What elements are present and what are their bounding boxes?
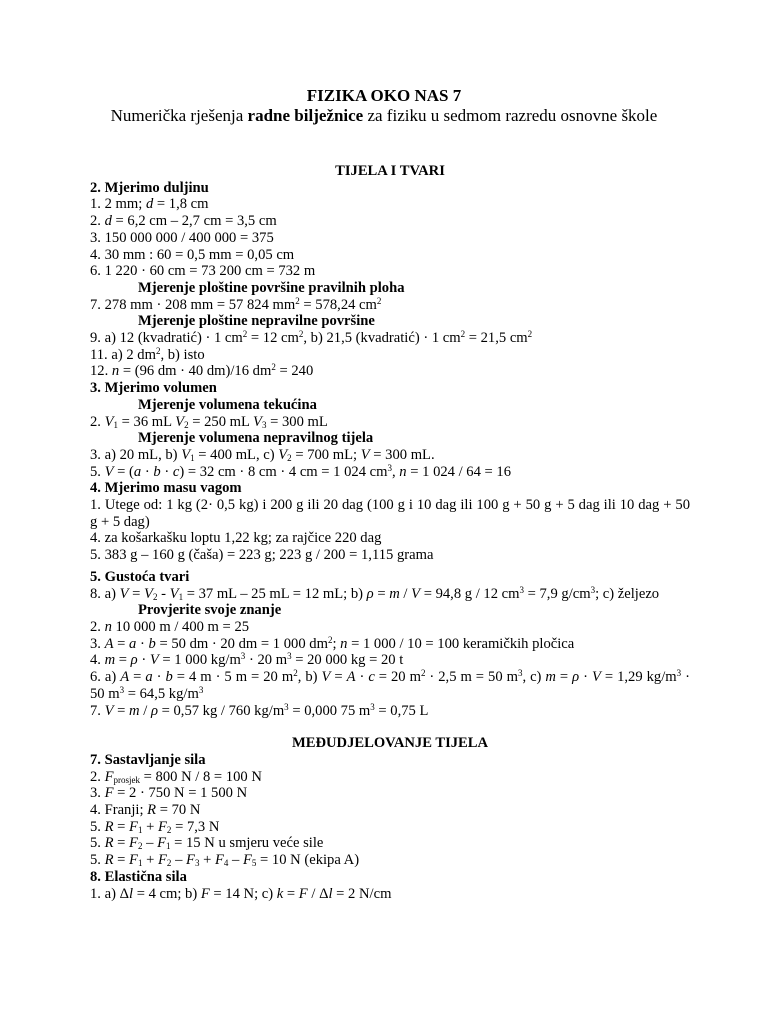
section-heading-5: 5. Gustoća tvari [90, 568, 190, 585]
answer-line: 11. a) 2 $dm^2$, b) isto [90, 345, 205, 363]
document-title: FIZIKA OKO NAS 7 [306, 86, 462, 105]
subsection-heading: Mjerenje volumena tekućina [138, 396, 317, 413]
answer-line: 5. $R = F_2 - F_1 = 15$ N u smjeru veće sile [90, 835, 324, 852]
document-subtitle [0, 106, 768, 126]
section-heading-3: 3. Mjerimo volumen [90, 380, 217, 397]
answer-line: 7. 278 mm · 208 mm = 57 824 $mm^2 = 578,24$ $cm^2$ [90, 295, 382, 313]
section-heading-4: 4. Mjerimo masu vagom [90, 480, 242, 497]
answer-line: 1. a) Δl = 4 cm; b) F = 14 N; c) k = F / Δl = 2 N/cm [90, 885, 392, 902]
answer-line: 3. A = a · b = 50 dm · 20 dm = 1 000 $dm^2$; n = 1 000 / 10 = 100 keramičkih pločica [90, 634, 575, 652]
section-heading-7: 7. Sastavljanje sila [90, 751, 206, 768]
answer-line: 8. a) $V = V_2 - V_1 = 37$ mL – 25 mL = 12 mL; b) ρ = m / V = 94,8 g / 12 $cm^3 = 7,9$ $g/cm^3$; c) željezo [90, 584, 660, 602]
answer-line: 4. m = ρ · V = 1 000 $kg/m^3 \cdot 20$ $m^3 = 20$ 000 kg = 20 t [90, 651, 404, 669]
subtitle-bold-text: radne bilježnice [247, 106, 364, 125]
answer-line: 3. F = 2 · 750 N = 1 500 N [90, 785, 248, 802]
answer-line: 1. Utege od: 1 kg (2· 0,5 kg) i 200 g ili 20 dag (100 g i 10 dag ili 100 g + 50 g + 5 dag ili 10 dag + 50 g + 5 dag) [90, 497, 690, 530]
answer-line: 2. $V_1 = 36$ mL $V_2 = 250$ mL $V_3 = 300$ mL [90, 413, 328, 430]
answer-line: 2. $F_{prosjek} = 800$ N / 8 = 100 N [90, 768, 262, 785]
answer-line: 9. a) 12 (kvadratić) · 1 $cm^2 = 12$ $cm^2$, b) 21,5 (kvadratić) · 1 $cm^2 = 21,5$ $cm^2$ [90, 329, 533, 347]
answer-line: 5. $R = F_1 + F_2 = 7,3$ N [90, 818, 220, 835]
subsection-heading: Mjerenje ploštine nepravilne površine [138, 313, 375, 330]
solutions-content [90, 163, 690, 902]
part-heading-medudjelovanje-tijela: MEĐUDJELOVANJE TIJELA [291, 735, 489, 752]
answer-line: 2. d = 6,2 cm – 2,7 cm = 3,5 cm [90, 213, 277, 230]
section-heading-8: 8. Elastična sila [90, 868, 187, 885]
section-heading-2: 2. Mjerimo duljinu [90, 179, 209, 196]
answer-line: 7. V = m / ρ = 0,57 kg / 760 $kg/m^3 = 0,000$ 75 $m^3 = 0,75$ L [90, 701, 429, 719]
answer-line: 4. za košarkašku loptu 1,22 kg; za rajčice 220 dag [90, 530, 382, 547]
answer-line: 1. 2 mm; d = 1,8 cm [90, 196, 209, 213]
subtitle-text-end: za fiziku u sedmom razredu osnovne škole [363, 106, 658, 125]
answer-line: 5. $R = F_1 + F_2 - F_3 + F_4 - F_5 = 10$ N (ekipa A) [90, 852, 360, 869]
part-heading-tijela-i-tvari: TIJELA I TVARI [335, 163, 445, 179]
answer-line: 6. a) A = a · b = 4 m · 5 m = 20 $m^2$, b) V = A · c = 20 $m^2 \cdot 2,5$ m = 50 $m^3$, c) m = ρ · V = 1,29 $kg/m^3 \cdot 50$ $m^3 = 64,5$ $kg/m^3$ [90, 668, 690, 702]
answer-line: 6. 1 220 · 60 cm = 73 200 cm = 732 m [90, 263, 316, 280]
subsection-heading: Mjerenje ploštine površine pravilnih ploha [138, 279, 405, 296]
answer-line: 12. n = (96 dm · 40 dm)/16 $dm^2 = 240$ [90, 362, 314, 380]
answer-line: 3. a) 20 mL, b) $V_1 = 400$ mL, c) $V_2 = 700$ mL; V = 300 mL. [90, 446, 435, 463]
subtitle-text-start: Numerička rješenja [110, 106, 248, 125]
subsection-heading: Mjerenje volumena nepravilnog tijela [138, 430, 374, 447]
subsection-heading: Provjerite svoje znanje [138, 602, 282, 619]
answer-line: 4. 30 mm : 60 = 0,5 mm = 0,05 cm [90, 246, 295, 263]
answer-line: 3. 150 000 000 / 400 000 = 375 [90, 229, 274, 246]
answer-line: 5. 383 g – 160 g (čaša) = 223 g; 223 g / 200 = 1,115 grama [90, 547, 434, 564]
answer-line: 2. n 10 000 m / 400 m = 25 [90, 618, 250, 635]
answer-line: 4. Franji; R = 70 N [90, 802, 201, 819]
answer-line: 5. V = (a · b · c) = 32 cm · 8 cm · 4 cm = 1 024 $cm^3$, n = 1 024 / 64 = 16 [90, 462, 512, 480]
